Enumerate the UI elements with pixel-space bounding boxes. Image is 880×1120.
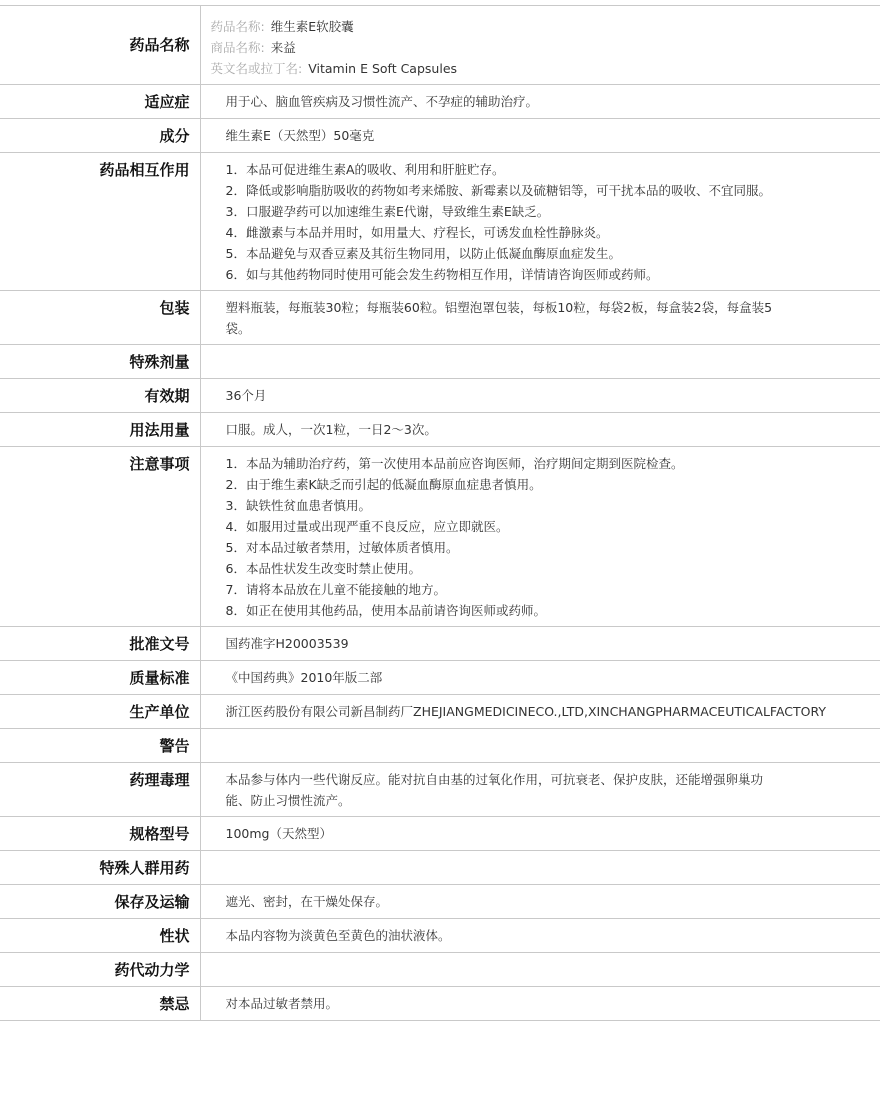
drug-spec-table — [0, 5, 880, 1021]
row-pharmacology — [0, 763, 880, 817]
value-storage: 遮光、密封，在干燥处保存。 — [225, 894, 389, 909]
value-contraindications: 对本品过敏者禁用。 — [225, 996, 339, 1011]
row-ingredients — [0, 119, 880, 153]
generic-name-key: 药品名称: — [210, 19, 265, 34]
value-drug-name — [200, 6, 880, 85]
label-approval: 批准文号 — [0, 627, 200, 661]
label-special-dosage: 特殊剂量 — [0, 345, 200, 379]
row-special-population — [0, 851, 880, 885]
label-packaging: 包装 — [0, 291, 200, 345]
value-special-dosage — [200, 345, 880, 379]
label-interactions: 药品相互作用 — [0, 153, 200, 291]
row-storage — [0, 885, 880, 919]
row-standard — [0, 661, 880, 695]
label-special-population: 特殊人群用药 — [0, 851, 200, 885]
precaution-line: 2．由于维生素K缺乏而引起的低凝血酶原血症患者慎用。 — [225, 477, 542, 492]
interaction-line: 3．口服避孕药可以加速维生素E代谢，导致维生素E缺乏。 — [225, 204, 550, 219]
label-manufacturer: 生产单位 — [0, 695, 200, 729]
precaution-line: 7．请将本品放在儿童不能接触的地方。 — [225, 582, 446, 597]
row-indications — [0, 85, 880, 119]
label-drug-name: 药品名称 — [0, 6, 200, 85]
label-validity: 有效期 — [0, 379, 200, 413]
value-validity: 36个月 — [225, 388, 267, 403]
english-name-key: 英文名或拉丁名: — [210, 61, 303, 76]
label-precautions: 注意事项 — [0, 447, 200, 627]
value-packaging — [200, 291, 880, 345]
row-manufacturer — [0, 695, 880, 729]
value-manufacturer: 浙江医药股份有限公司新昌制药厂ZHEJIANGMEDICINECO.,LTD,XINCHANGPHARMACEUTICALFACTORY — [225, 704, 827, 719]
precaution-line: 4．如服用过量或出现严重不良反应，应立即就医。 — [225, 519, 509, 534]
value-warning — [200, 729, 880, 763]
precaution-line: 3．缺铁性贫血患者慎用。 — [225, 498, 371, 513]
label-storage: 保存及运输 — [0, 885, 200, 919]
row-warning — [0, 729, 880, 763]
value-spec: 100mg（天然型） — [225, 826, 332, 841]
value-approval: 国药准字H20003539 — [225, 636, 349, 651]
trade-name-line — [211, 37, 875, 58]
row-packaging — [0, 291, 880, 345]
trade-name-value: 来益 — [270, 40, 296, 55]
label-pharmacokinetics: 药代动力学 — [0, 953, 200, 987]
generic-name-line — [211, 16, 875, 37]
row-special-dosage — [0, 345, 880, 379]
packaging-text: 塑料瓶装，每瓶装30粒；每瓶装60粒。铝塑泡罩包装，每板10粒，每袋2板，每盒装2袋，每盒装5袋。 — [225, 300, 773, 336]
label-appearance: 性状 — [0, 919, 200, 953]
interaction-line: 1．本品可促进维生素A的吸收、利用和肝脏贮存。 — [225, 162, 505, 177]
trade-name-key: 商品名称: — [210, 40, 265, 55]
value-pharmacology — [200, 763, 880, 817]
row-validity — [0, 379, 880, 413]
row-approval — [0, 627, 880, 661]
row-drug-name — [0, 6, 880, 85]
value-interactions — [200, 153, 880, 291]
label-standard: 质量标准 — [0, 661, 200, 695]
label-pharmacology: 药理毒理 — [0, 763, 200, 817]
precaution-line: 8．如正在使用其他药品，使用本品前请咨询医师或药师。 — [225, 603, 546, 618]
precaution-line: 5．对本品过敏者禁用，过敏体质者慎用。 — [225, 540, 459, 555]
value-ingredients: 维生素E（天然型）50毫克 — [225, 128, 375, 143]
row-usage — [0, 413, 880, 447]
english-name-line — [211, 58, 875, 79]
label-ingredients: 成分 — [0, 119, 200, 153]
generic-name-value: 维生素E软胶囊 — [270, 19, 354, 34]
label-usage: 用法用量 — [0, 413, 200, 447]
row-pharmacokinetics — [0, 953, 880, 987]
precaution-line: 1．本品为辅助治疗药，第一次使用本品前应咨询医师，治疗期间定期到医院检查。 — [225, 456, 684, 471]
row-spec — [0, 817, 880, 851]
value-standard: 《中国药典》2010年版二部 — [225, 670, 383, 685]
english-name-value: Vitamin E Soft Capsules — [308, 61, 458, 76]
label-spec: 规格型号 — [0, 817, 200, 851]
value-special-population — [200, 851, 880, 885]
value-pharmacokinetics — [200, 953, 880, 987]
interaction-line: 2．降低或影响脂肪吸收的药物如考来烯胺、新霉素以及硫糖铝等，可干扰本品的吸收、不宜同服。 — [225, 183, 771, 198]
value-usage: 口服。成人，一次1粒，一日2～3次。 — [225, 422, 437, 437]
row-contraindications — [0, 987, 880, 1021]
label-indications: 适应症 — [0, 85, 200, 119]
interaction-line: 4．雌激素与本品并用时，如用量大、疗程长，可诱发血栓性静脉炎。 — [225, 225, 609, 240]
row-appearance — [0, 919, 880, 953]
value-appearance: 本品内容物为淡黄色至黄色的油状液体。 — [225, 928, 451, 943]
value-indications: 用于心、脑血管疾病及习惯性流产、不孕症的辅助治疗。 — [225, 94, 539, 109]
value-precautions — [200, 447, 880, 627]
interaction-line: 5．本品避免与双香豆素及其衍生物同用，以防止低凝血酶原血症发生。 — [225, 246, 621, 261]
label-contraindications: 禁忌 — [0, 987, 200, 1021]
pharmacology-text: 本品参与体内一些代谢反应。能对抗自由基的过氧化作用，可抗衰老、保护皮肤，还能增强卵巢功能、防止习惯性流产。 — [225, 772, 764, 808]
precaution-line: 6．本品性状发生改变时禁止使用。 — [225, 561, 421, 576]
row-precautions — [0, 447, 880, 627]
row-interactions — [0, 153, 880, 291]
label-warning: 警告 — [0, 729, 200, 763]
interaction-line: 6．如与其他药物同时使用可能会发生药物相互作用，详情请咨询医师或药师。 — [225, 267, 659, 282]
